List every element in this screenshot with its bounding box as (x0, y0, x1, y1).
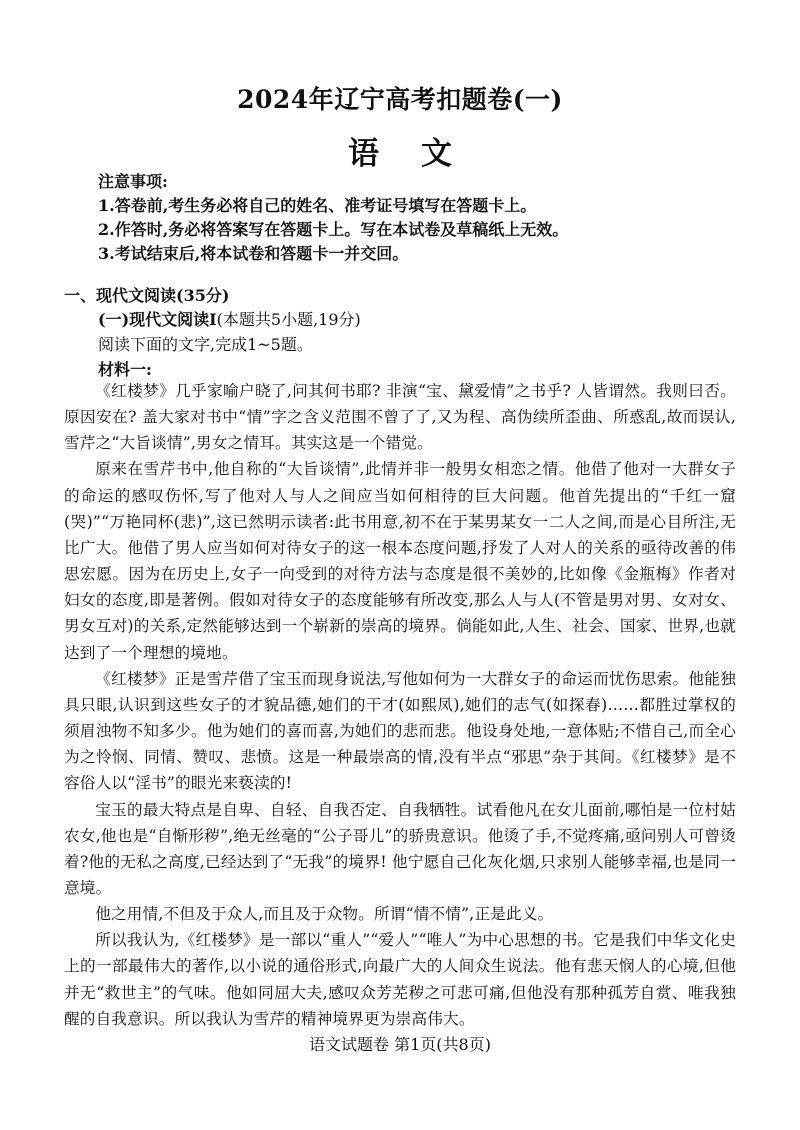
article-paragraph: 《红楼梦》几乎家喻户晓了,问其何书耶? 非演“宝、黛爱情”之书乎? 人皆谓然。我则曰否。原因安在? 盖大家对书中“情”字之含义范围不曾了了,又为程、高伪续所歪曲、所惑乱,故而误认,雪芹之“大旨谈情”,男女之情耳。其实这是一个错觉。 (64, 382, 736, 453)
part-title: (一)现代文阅读Ⅰ (98, 310, 217, 329)
article-paragraph: 原来在雪芹书中,他自称的“大旨谈情”,此情并非一般男女相恋之情。他借了他对一大群女子的命运的感叹伤怀,写了他对人与人之间应当如何相待的巨大问题。他首先提出的“千红一窟(哭)”“万艳同杯(悲)”,这已然明示读者:此书用意,初不在于某男某女一二人之间,而是心目所注,无比广大。他借了男人应当如何对待女子的这一根本态度问题,抒发了人对人的关系的亟待改善的伟思宏愿。因为在历史上,女子一向受到的对待方法与态度是很不美妙的,比如像《金瓶梅》作者对妇女的态度,即是著例。假如对待女子的态度能够有所改变,那么人与人(不管是男对男、女对女、男女互对)的关系,定然能够达到一个崭新的崇高的境界。倘能如此,人生、社会、国家、世界,也就达到了一个理想的境地。 (64, 460, 736, 662)
reading-instruction: 阅读下面的文字,完成1~5题。 (98, 335, 313, 354)
notice-block (98, 170, 738, 266)
part-detail: (本题共5小题,19分) (216, 310, 361, 329)
article-paragraph: 他之用情,不但及于众人,而且及于众物。所谓“情不情”,正是此义。 (95, 905, 554, 924)
section-heading: 一、现代文阅读(35分) (64, 286, 230, 305)
part-heading (98, 307, 361, 330)
subject-title: 语文 (348, 136, 494, 172)
notice-item: 3.考试结束后,将本试卷和答题卡一并交回。 (98, 244, 409, 263)
material-label: 材料一: (98, 360, 152, 379)
article-body (64, 378, 736, 1032)
page-footer: 语文试题卷 第1页(共8页) (309, 1035, 491, 1054)
article-paragraph: 《红楼梦》正是雪芹借了宝玉而现身说法,写他如何为一大群女子的命运而忧伤思索。他能独具只眼,认识到这些女子的才貌品德,她们的干才(如熙凤),她们的志气(如探春)……都胜过掌权的须眉浊物不知多少。他为她们的喜而喜,为她们的悲而悲。他设身处地,一意体贴;不惜自己,而全心为之怜悯、同情、赞叹、悲愤。这是一种最崇高的情,没有半点“邪思”杂于其间。《红楼梦》是不容俗人以“淫书”的眼光来亵渎的! (64, 669, 736, 793)
article-paragraph: 宝玉的最大特点是自卑、自轻、自我否定、自我牺牲。试看他凡在女儿面前,哪怕是一位村姑农女,他也是“自惭形秽”,绝无丝毫的“公子哥儿”的骄贵意识。他烫了手,不觉疼痛,亟问别人可曾烫着?他的无私之高度,已经达到了“无我”的境界! 他宁愿自己化灰化烟,只求别人能够幸福,也是同一意境。 (64, 800, 736, 897)
notice-item: 2.作答时,务必将答案写在答题卡上。写在本试卷及草稿纸上无效。 (98, 220, 569, 239)
notice-heading: 注意事项: (98, 172, 168, 191)
article-paragraph: 所以我认为,《红楼梦》是一部以“重人”“爱人”“唯人”为中心思想的书。它是我们中华文化史上的一部最伟大的著作,以小说的通俗形式,向最广大的人间众生说法。他有悲天悯人的心境,但他并无“救世主”的气味。他如同屈大夫,感叹众芳芜秽之可悲可痛,但他没有那种孤芳自赏、唯我独醒的自我意识。所以我认为雪芹的精神境界更为崇高伟大。 (64, 931, 736, 1028)
exam-title: 2024年辽宁高考扣题卷(一) (237, 85, 563, 114)
notice-item: 1.答卷前,考生务必将自己的姓名、准考证号填写在答题卡上。 (98, 196, 537, 215)
